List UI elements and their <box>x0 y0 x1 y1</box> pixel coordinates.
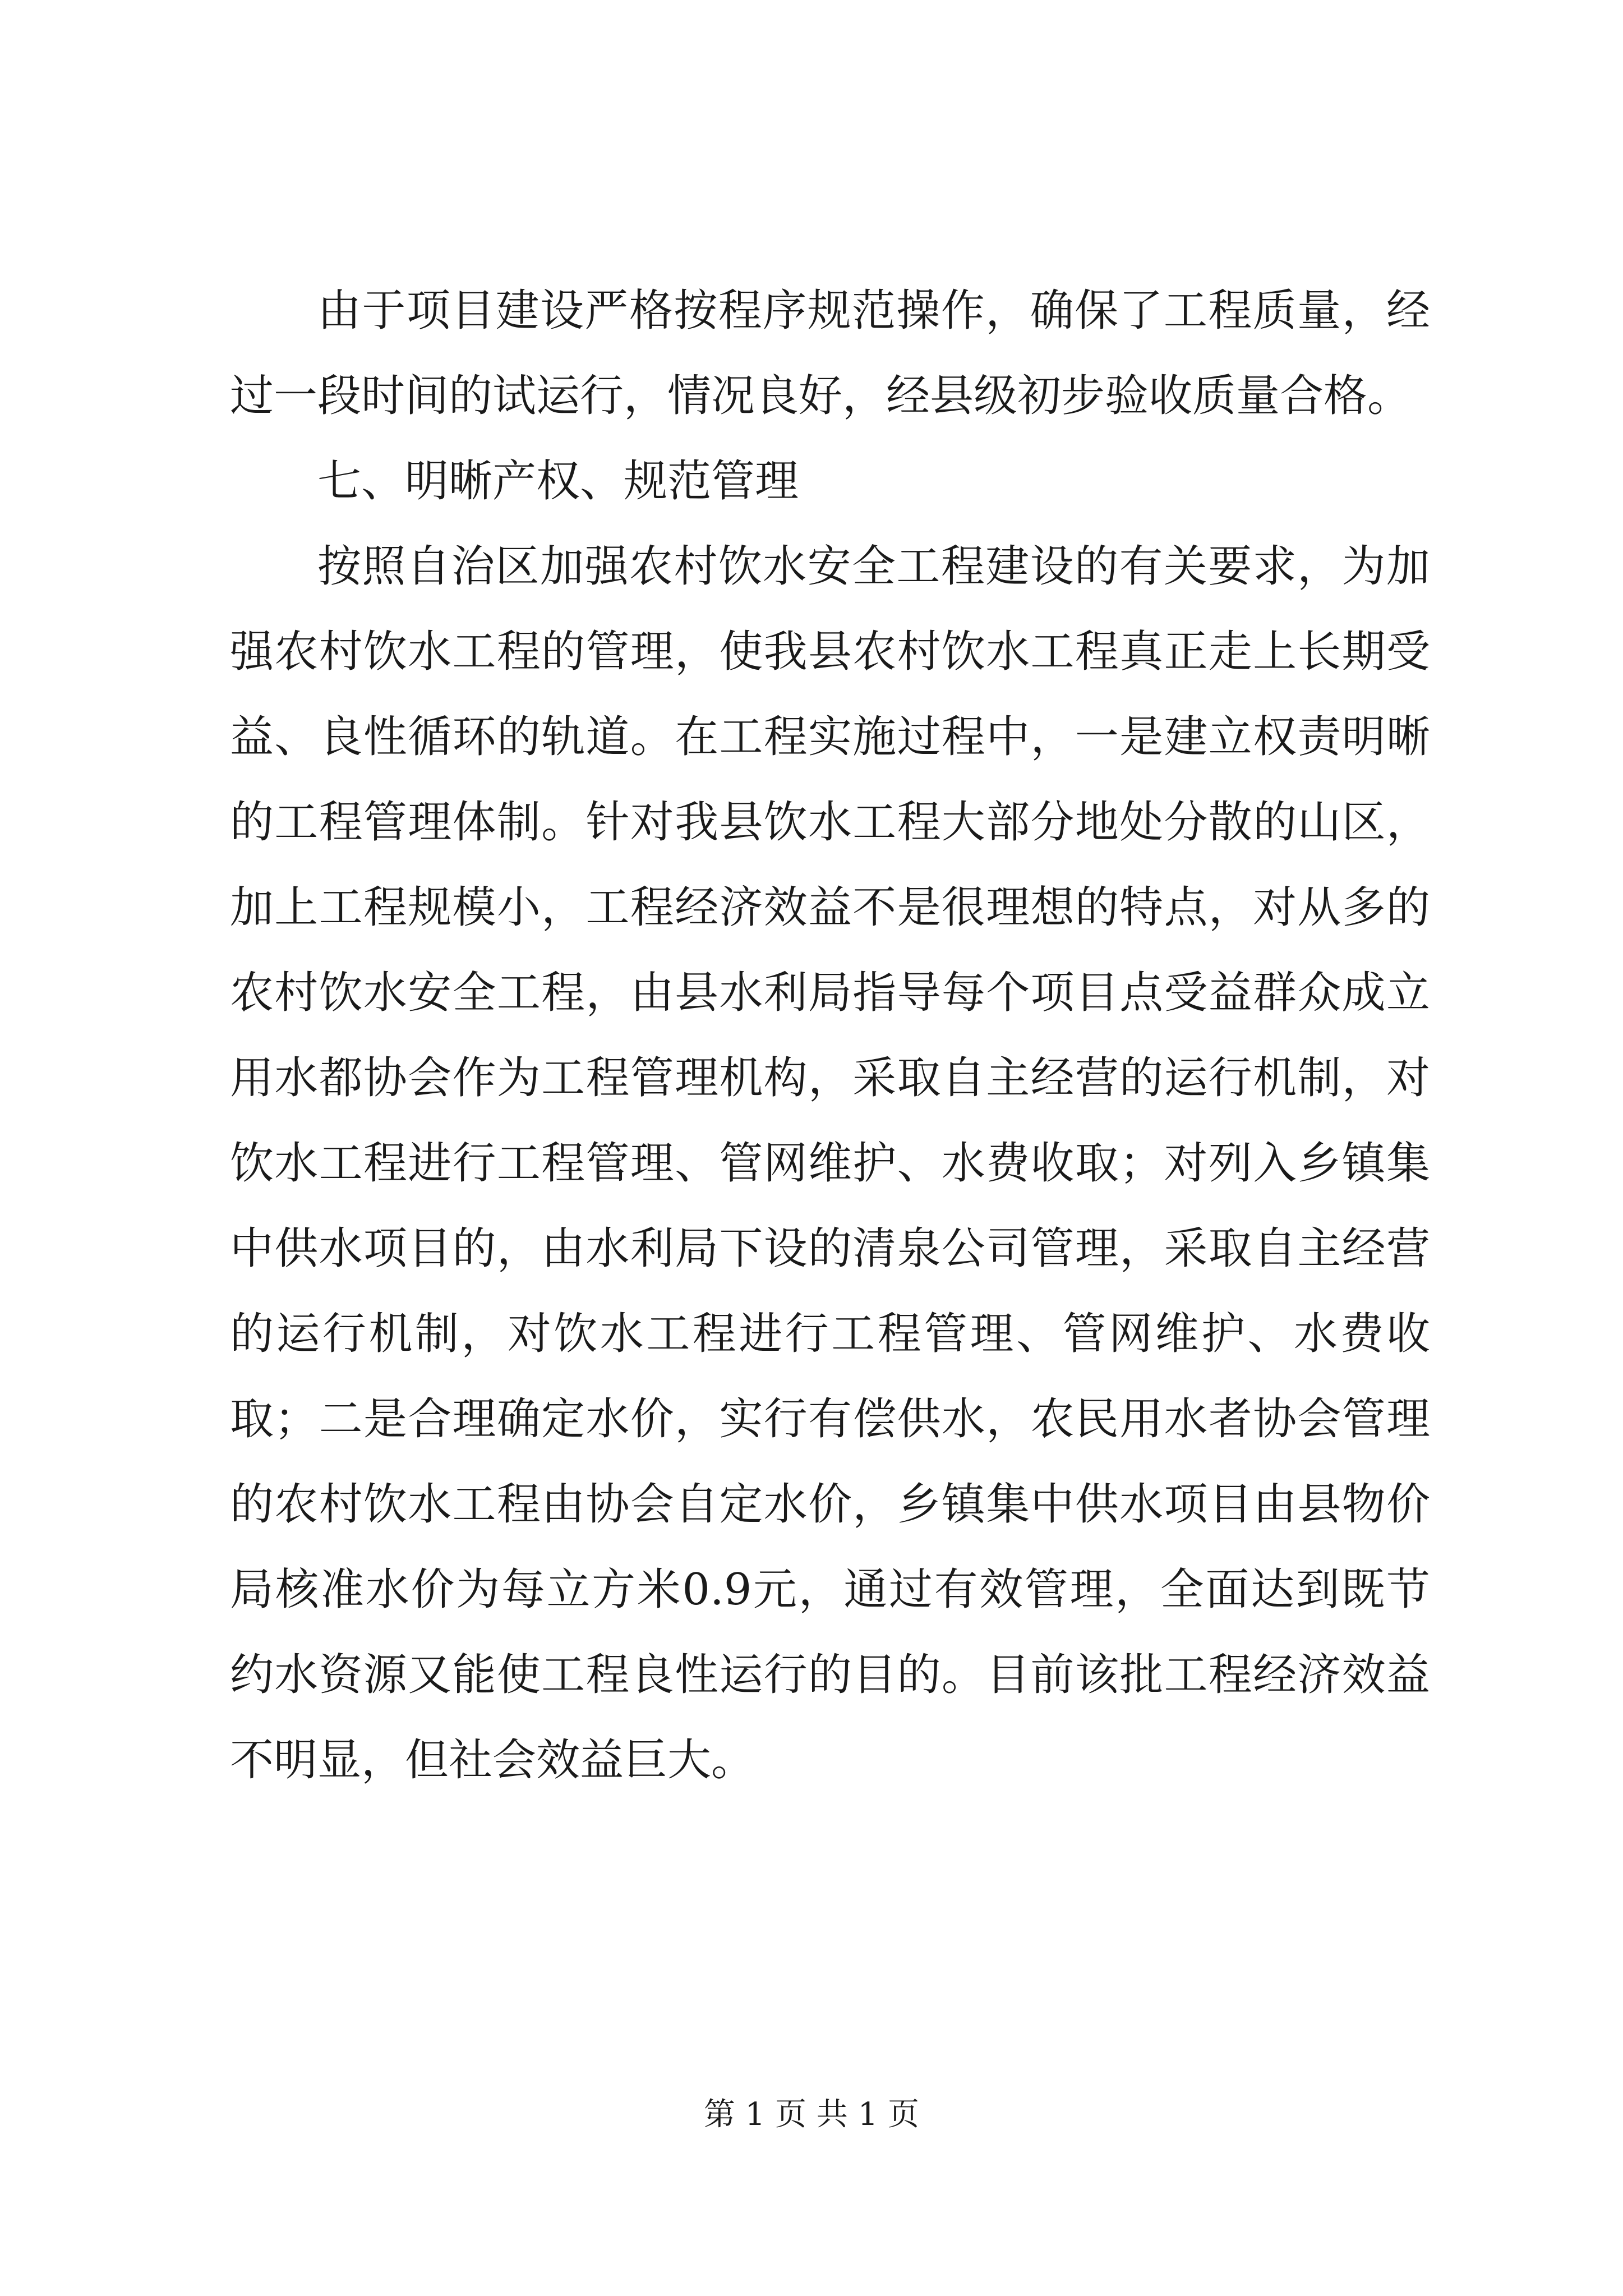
paragraph-quality: 由于项目建设严格按程序规范操作，确保了工程质量，经过一段时间的试运行，情况良好，经县级初步验收质量合格。 <box>230 286 1430 421</box>
paragraph-management: 按照自治区加强农村饮水安全工程建设的有关要求，为加强农村饮水工程的管理，使我县农村饮水工程真正走上长期受益、良性循环的轨道。在工程实施过程中，一是建立权责明晰的工程管理体制。针对我县饮水工程大部分地处分散的山区，加上工程规模小，工程经济效益不是很理想的特点，对从多的农村饮水安全工程，由县水利局指导每个项目点受益群众成立用水都协会作为工程管理机构，采取自主经营的运行机制，对饮水工程进行工程管理、管网维护、水费收取；对列入乡镇集中供水项目的，由水利局下设的清泉公司管理，采取自主经营的运行机制，对饮水工程进行工程管理、管网维护、水费收取；二是合理确定水价，实行有偿供水，农民用水者协会管理的农村饮水工程由协会自定水价，乡镇集中供水项目由县物价局核准水价为每立方米0.9元，通过有效管理，全面达到既节约水资源又能使工程良性运行的目的。目前该批工程经济效益不明显，但社会效益巨大。 <box>230 541 1430 1786</box>
page-footer <box>0 2092 1623 2137</box>
page-number: 第 1 页 共 1 页 <box>703 2096 920 2133</box>
section-heading-property-rights: 七、明晰产权、规范管理 <box>317 456 799 507</box>
document-body <box>230 268 1430 1803</box>
